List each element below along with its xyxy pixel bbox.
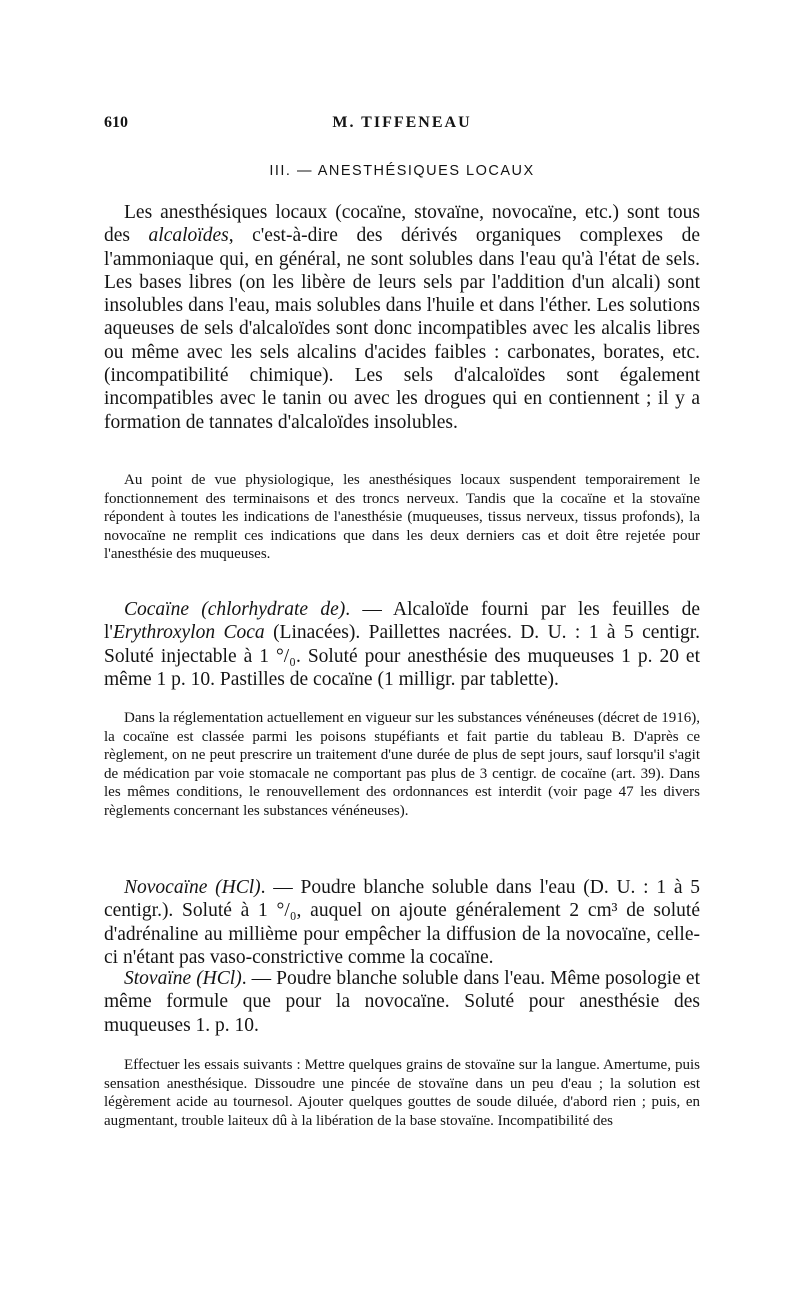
paragraph-tests-note: Effectuer les essais suivants : Mettre quelques grains de stovaïne sur la langue. Amertume, puis sensation anesthésique. Dissoudre une pincée de stovaïne dans un peu d'eau ; la solution est légèrement acide au tournesol. Ajouter quelques gouttes de soude diluée, d'abord rien ; puis, en augmentant, trouble laiteux dû à la libération de la base stovaïne. Incompatibilité des [104, 1057, 700, 1129]
paragraph-text: . — Poudre blanche soluble dans l'eau. Même posologie et même formule que pour la novocaïne. Soluté pour anesthésie des muqueuses 1. p. 10. [104, 968, 700, 1036]
paragraph-text: . — Alcaloïde fourni par les feuilles de l' [104, 599, 700, 644]
paragraph-cocaine [104, 598, 700, 691]
italic-term-erythroxylon: Erythroxylon Coca [112, 622, 265, 644]
paragraph-text: , c'est-à-dire des dérivés organiques complexes de l'ammoniaque qui, en général, ne sont solubles dans l'eau qu'à l'état de sels. Les bases libres (on les libère de leurs sels par l'addition d'un alcali) sont insolubles dans l'eau, mais solubles dans l'huile et dans l'éther. Les solutions aqueuses de sels d'alcaloïdes sont donc incompatibles avec les alcalis libres ou même avec les sels alcalins d'acides faibles : carbonates, borates, etc. (incompatibilité chimique). Les sels d'alcaloïdes sont également incompatibles avec le tanin ou avec les drogues qui en contiennent ; il y a formation de tannates d'alcaloïdes insolubles. [104, 225, 700, 433]
page-number: 610 [104, 114, 128, 131]
paragraph-text: Les anesthésiques locaux (cocaïne, stovaïne, novocaïne, etc.) sont tous des [104, 202, 700, 247]
paragraph-text: (Linacées). Paillettes nacrées. D. U. : 1 à 5 centigr. Soluté injectable à 1 °/₀. Soluté pour anesthésie des muqueuses 1 p. 20 et même 1 p. 10. Pastilles de cocaïne (1 milligr. par tablette). [104, 622, 701, 690]
paragraph-text: . — Poudre blanche soluble dans l'eau (D. U. : 1 à 5 centigr.). Soluté à 1 °/₀, auquel on ajoute généralement 2 cm³ de soluté d'adrénaline au millième pour empêcher la diffusion de la novocaïne, celle-ci n'étant pas vaso-constrictive comme la cocaïne. [104, 877, 700, 968]
paragraph-physiology-note: Au point de vue physiologique, les anesthésiques locaux suspendent temporairement le fonctionnement des terminaisons et des troncs nerveux. Tandis que la cocaïne et la stovaïne répondent à toutes les indications de l'anesthésie (muqueuses, tissus nerveux, tissus profonds), la novocaïne ne remplit ces indications que dans les deux derniers cas et doit être rejetée pour l'anesthésie des muqueuses. [104, 472, 700, 563]
section-title: III. — ANESTHÉSIQUES LOCAUX [269, 163, 535, 179]
drug-heading-novocaine: Novocaïne (HCl) [124, 877, 261, 898]
paragraph-stovaine [104, 967, 700, 1037]
running-head-author: M. TIFFENEAU [332, 114, 472, 131]
paragraph-introduction [104, 201, 700, 434]
drug-heading-cocaine: Cocaïne (chlorhydrate de) [124, 599, 346, 620]
paragraph-regulation-note: Dans la réglementation actuellement en vigueur sur les substances vénéneuses (décret de 1916), la cocaïne est classée parmi les poisons stupéfiants et fait partie du tableau B. D'après ce règlement, on ne peut prescrire un traitement d'une durée de plus de sept jours, sauf lorsqu'il s'agit de médication par voie stomacale ne comportant pas plus de 3 centigr. de cocaïne (art. 39). Dans les mêmes conditions, le renouvellement des ordonnances est interdit (voir page 47 les divers règlements concernant les substances vénéneuses). [104, 710, 700, 819]
italic-term-alcaloides: alcaloïdes [148, 225, 229, 247]
paragraph-novocaine [104, 876, 700, 969]
page-header [104, 114, 700, 138]
drug-heading-stovaine: Stovaïne (HCl) [124, 968, 242, 989]
